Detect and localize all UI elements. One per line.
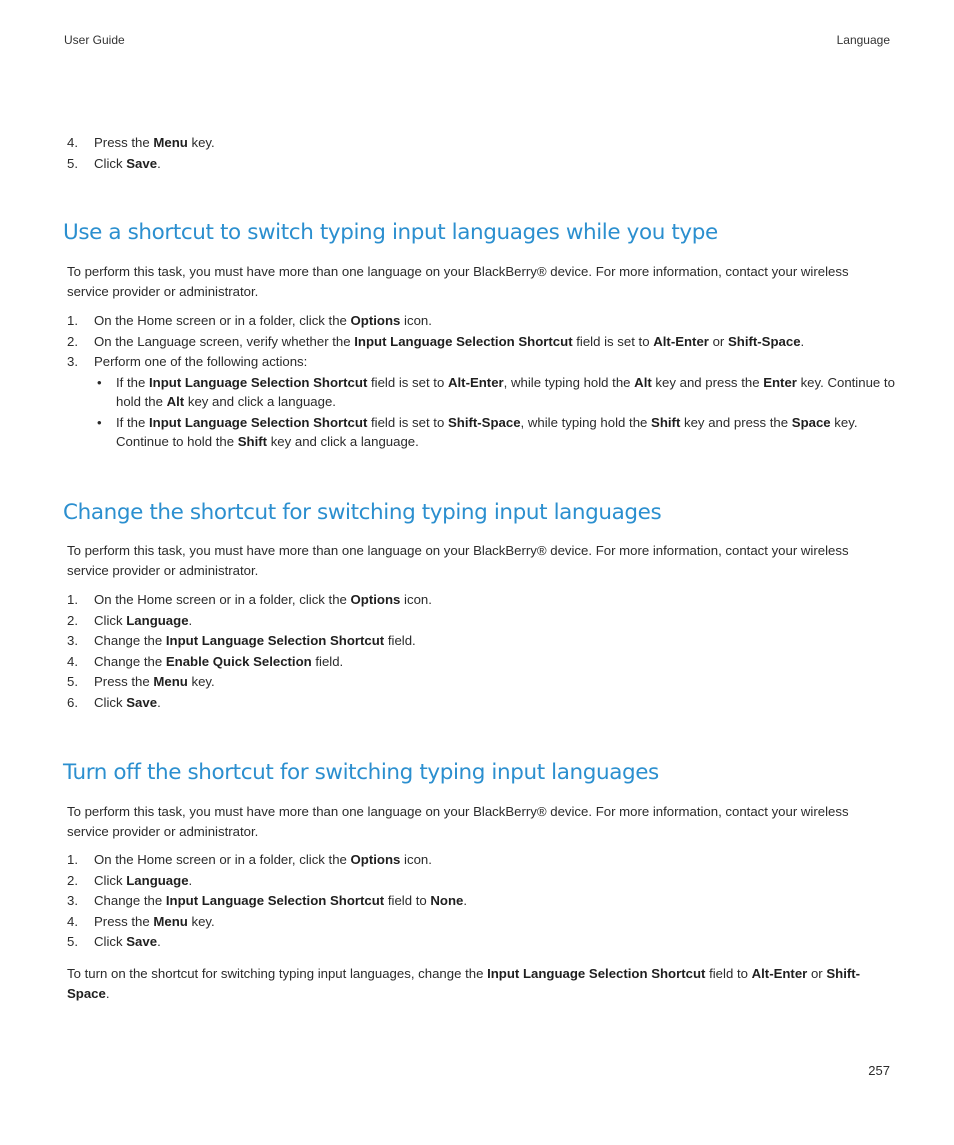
step-text: On the Home screen or in a folder, click the Options icon.	[94, 852, 432, 867]
step-number: 5.	[67, 155, 78, 171]
page-number: 257	[868, 1063, 890, 1078]
ui-term: Language	[126, 872, 189, 888]
ui-term: Alt	[166, 394, 185, 410]
ui-term: Input Language Selection Shortcut	[149, 374, 368, 390]
step-text: Press the Menu key.	[94, 674, 215, 690]
step-number: 2.	[67, 872, 78, 888]
intro-steps-list	[67, 133, 897, 174]
ui-term: Options	[350, 592, 401, 607]
step-text: On the Language screen, verify whether the Input Language Selection Shortcut field is set to Alt-Enter or Shift-Space.	[94, 333, 805, 349]
step-item	[67, 871, 897, 892]
step-item	[67, 352, 897, 452]
step-number: 3.	[67, 354, 78, 370]
ui-term: Shift-Space	[727, 333, 801, 349]
steps-list	[67, 311, 897, 453]
ui-term: Shift	[651, 414, 681, 430]
step-text: Change the Enable Quick Selection field.	[94, 653, 344, 669]
step-item	[67, 672, 897, 693]
section-intro: To perform this task, you must have more than one language on your BlackBerry® device. For more information, contact your wireless service provider or administrator.	[67, 264, 849, 299]
step-text: Change the Input Language Selection Shortcut field.	[94, 633, 416, 649]
section-title-turn-off-shortcut: Turn off the shortcut for switching typing input languages	[63, 760, 659, 785]
header-doc-title: User Guide	[64, 33, 125, 47]
step-item	[67, 133, 897, 154]
ui-term: Menu	[153, 674, 188, 690]
step-item	[67, 693, 897, 714]
ui-term: Shift-Space	[67, 966, 861, 1001]
section-outro: To turn on the shortcut for switching typing input languages, change the Input Language Selection Shortcut field to Alt-Enter or Shift-Space.	[67, 966, 861, 1001]
ui-term: Alt	[634, 374, 652, 390]
step-item	[67, 652, 897, 673]
step-text: Press the Menu key.	[94, 913, 215, 929]
step-item	[67, 850, 897, 871]
step-item	[67, 932, 897, 953]
step-number: 4.	[67, 913, 78, 929]
step-item	[67, 311, 897, 332]
step-text: Click Language.	[94, 612, 193, 628]
step-text: Click Save.	[94, 155, 161, 171]
step-text: Press the Menu key.	[94, 135, 215, 150]
step-number: 2.	[67, 612, 78, 628]
ui-term: Space	[791, 414, 831, 430]
step-number: 2.	[67, 333, 78, 349]
step-number: 6.	[67, 694, 78, 710]
step-item	[67, 154, 897, 175]
ui-term: Enable Quick Selection	[165, 653, 312, 669]
ui-term: Menu	[153, 913, 188, 929]
step-number: 5.	[67, 934, 78, 950]
step-item	[67, 332, 897, 353]
ui-term: Options	[350, 852, 401, 867]
bullet-list	[94, 373, 897, 452]
ui-term: Enter	[763, 374, 797, 390]
ui-term: Input Language Selection Shortcut	[354, 333, 573, 349]
ui-term: Input Language Selection Shortcut	[149, 414, 368, 430]
ui-term: Input Language Selection Shortcut	[165, 633, 385, 649]
ui-term: Save	[126, 694, 158, 710]
step-text: Click Save.	[94, 934, 161, 950]
ui-term: Language	[126, 612, 189, 628]
ui-term: Alt-Enter	[447, 374, 504, 390]
ui-term: Input Language Selection Shortcut	[487, 966, 706, 981]
step-number: 1.	[67, 592, 78, 607]
section-intro: To perform this task, you must have more than one language on your BlackBerry® device. For more information, contact your wireless service provider or administrator.	[67, 543, 849, 578]
step-number: 4.	[67, 653, 78, 669]
ui-term: None	[430, 893, 464, 909]
step-text: Change the Input Language Selection Shortcut field to None.	[94, 893, 468, 909]
step-text: Perform one of the following actions:	[94, 354, 308, 370]
step-item	[67, 912, 897, 933]
step-text: On the Home screen or in a folder, click the Options icon.	[94, 592, 432, 607]
ui-term: Shift	[237, 434, 268, 450]
ui-term: Menu	[153, 135, 188, 150]
step-number: 4.	[67, 135, 78, 150]
step-text: On the Home screen or in a folder, click the Options icon.	[94, 313, 432, 328]
bullet-item: • If the Input Language Selection Shortcut field is set to Alt-Enter, while typing hold the Alt key and press the Enter key. Continue to hold the Alt key and click a language.	[94, 373, 897, 412]
header-chapter-title: Language	[836, 33, 890, 47]
section-title-use-shortcut: Use a shortcut to switch typing input languages while you type	[63, 220, 718, 245]
step-number: 5.	[67, 674, 78, 690]
ui-term: Save	[126, 155, 158, 171]
step-item	[67, 631, 897, 652]
step-text: Click Save.	[94, 694, 161, 710]
steps-list	[67, 850, 897, 953]
step-item	[67, 891, 897, 912]
ui-term: Alt-Enter	[751, 966, 808, 981]
ui-term: Save	[126, 934, 158, 950]
section-intro: To perform this task, you must have more than one language on your BlackBerry® device. For more information, contact your wireless service provider or administrator.	[67, 804, 849, 839]
step-number: 3.	[67, 893, 78, 909]
step-item	[67, 590, 897, 611]
step-number: 1.	[67, 313, 78, 328]
ui-term: Input Language Selection Shortcut	[165, 893, 385, 909]
step-text: Click Language.	[94, 872, 193, 888]
ui-term: Options	[350, 313, 401, 328]
step-item	[67, 611, 897, 632]
step-number: 1.	[67, 852, 78, 867]
bullet-item: • If the Input Language Selection Shortcut field is set to Shift-Space, while typing hold the Shift key and press the Space key. Continue to hold the Shift key and click a language.	[94, 413, 897, 452]
section-title-change-shortcut: Change the shortcut for switching typing input languages	[63, 500, 662, 525]
ui-term: Alt-Enter	[653, 333, 709, 349]
step-number: 3.	[67, 633, 78, 649]
ui-term: Shift-Space	[447, 414, 521, 430]
steps-list	[67, 590, 897, 714]
